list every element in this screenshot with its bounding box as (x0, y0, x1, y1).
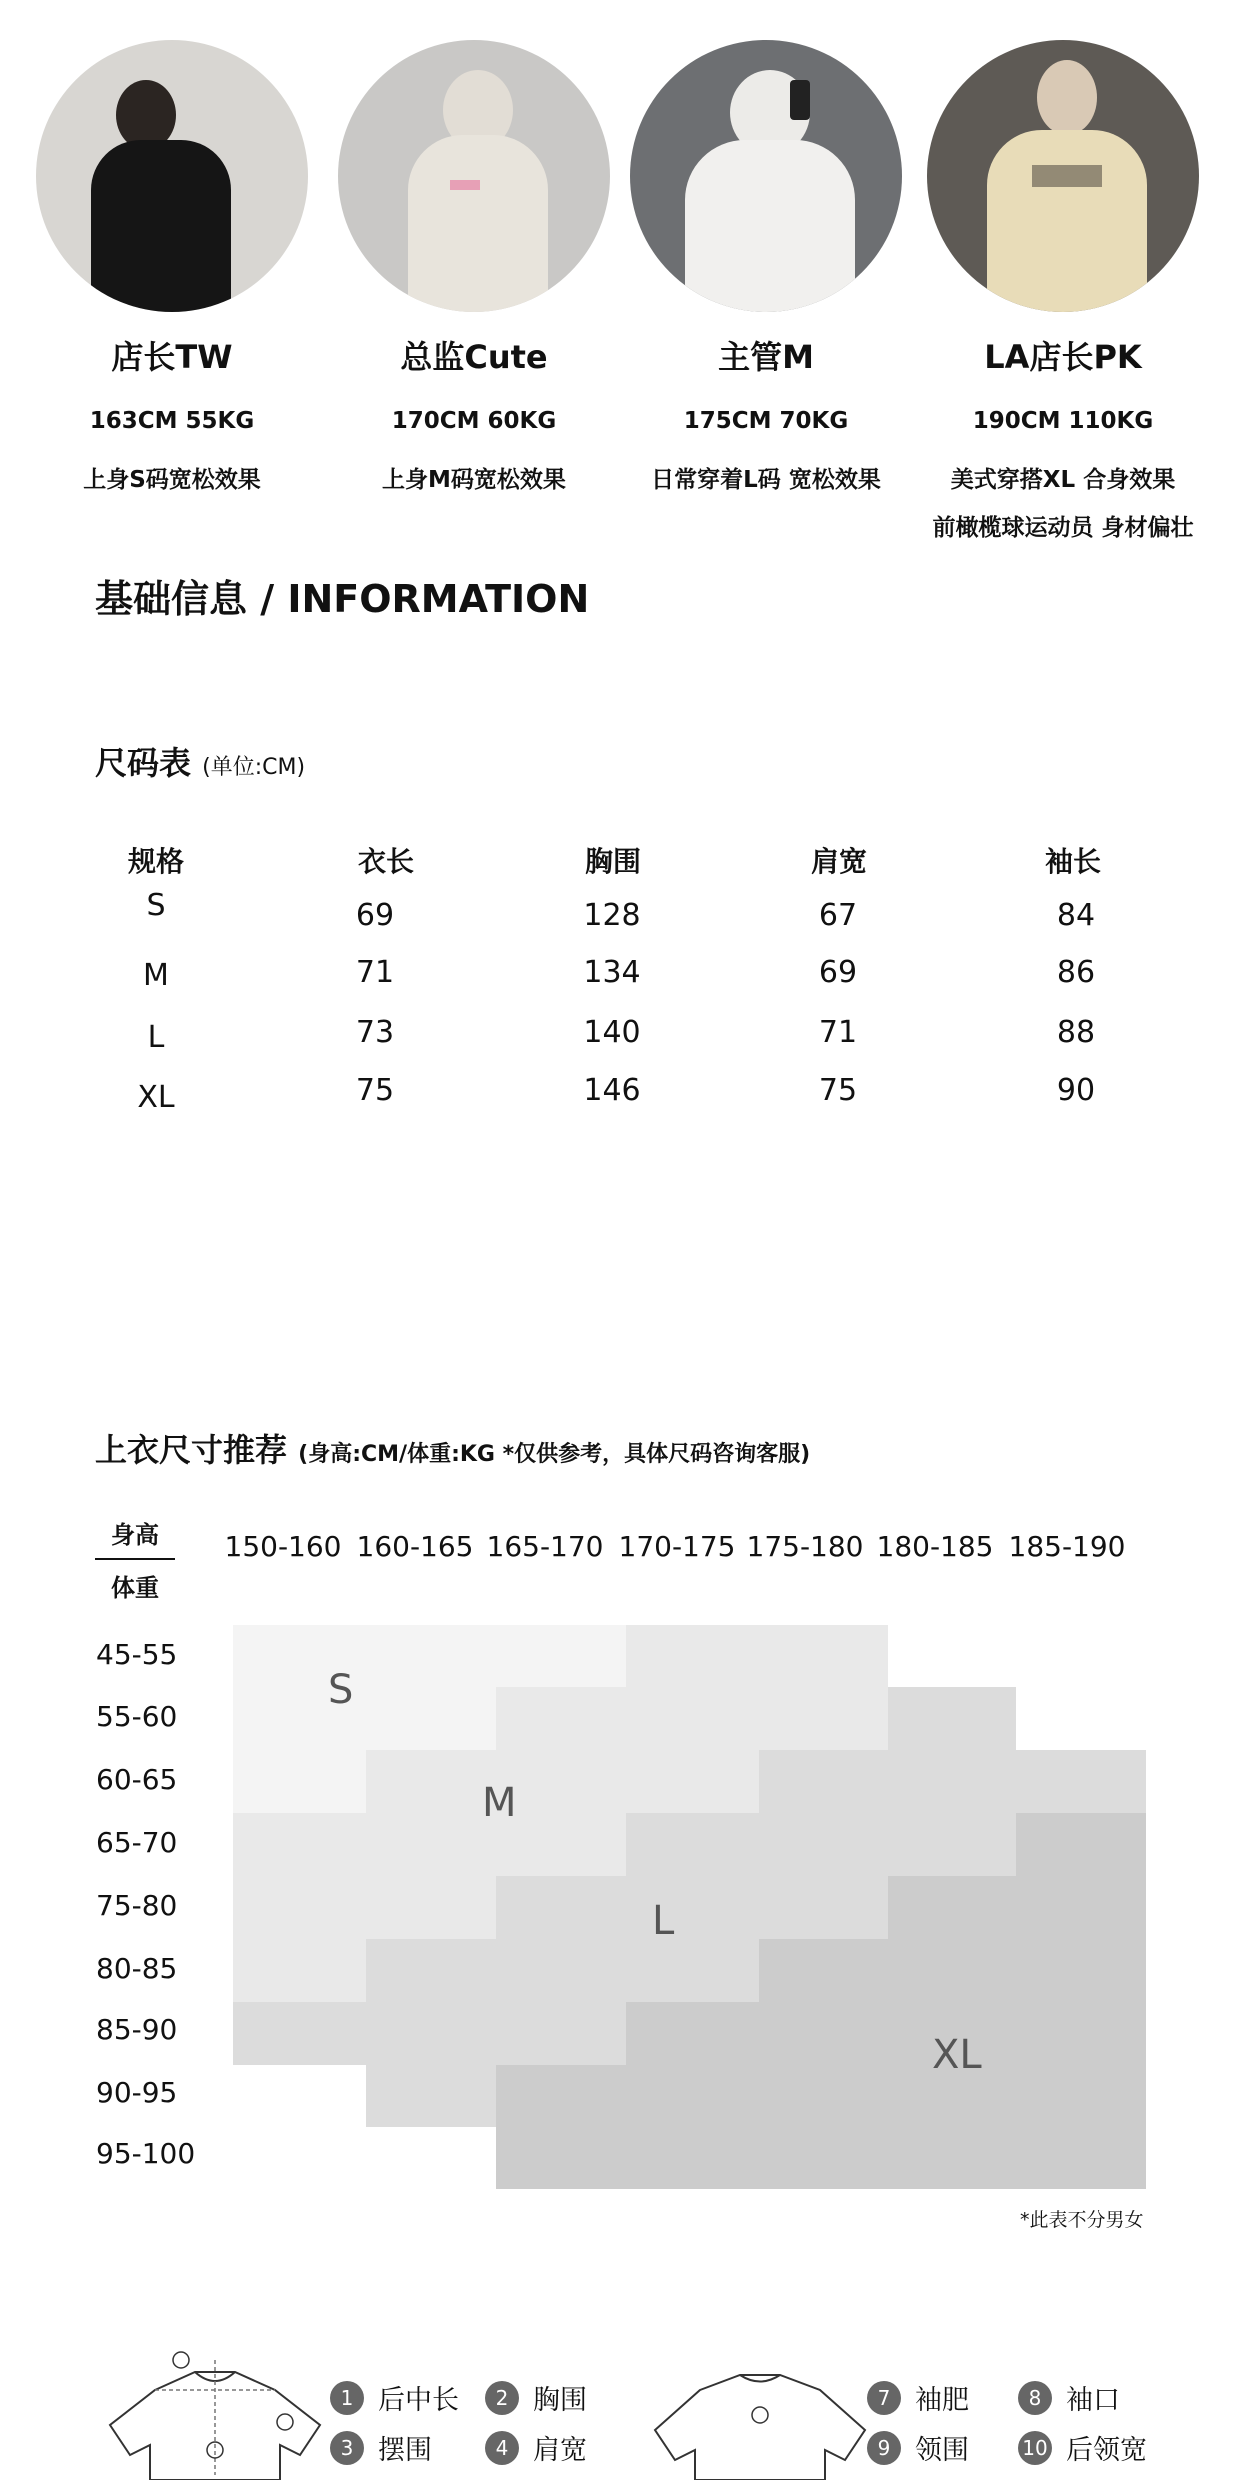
recommend-title-text: 上衣尺寸推荐 (95, 1431, 288, 1469)
height-header: 180-185 (876, 1530, 994, 1563)
weight-header: 45-55 (96, 1638, 178, 1671)
table-cell: 90 (1056, 1073, 1096, 1108)
legend-label: 肩宽 (533, 2435, 587, 2466)
model-stats: 190CM 110KG (972, 408, 1154, 434)
corner-weight-label: 体重 (111, 1574, 159, 1602)
table-cell: 128 (583, 898, 641, 933)
legend-number: 9 (867, 2431, 901, 2465)
table-cell: 69 (818, 955, 858, 990)
table-cell: 88 (1056, 1015, 1096, 1050)
legend-number: 10 (1018, 2431, 1052, 2465)
height-header: 160-165 (356, 1530, 474, 1563)
size-table-title-text: 尺码表 (95, 744, 192, 782)
zone-label-s: S (328, 1667, 354, 1713)
weight-header: 75-80 (96, 1889, 178, 1922)
model-fit: 上身M码宽松效果 (382, 467, 566, 493)
model-name: 店长TW (111, 338, 233, 376)
model-fit: 日常穿着L码 宽松效果 (651, 467, 881, 493)
table-cell: 134 (583, 955, 641, 990)
model-fit: 上身S码宽松效果 (83, 467, 261, 493)
height-header: 165-170 (486, 1530, 604, 1563)
corner-height-label: 身高 (111, 1521, 159, 1549)
legend-item (867, 2378, 969, 2417)
table-cell: 67 (818, 898, 858, 933)
weight-header: 60-65 (96, 1763, 178, 1796)
size-table-unit: (单位:CM) (202, 755, 306, 780)
weight-header: 55-60 (96, 1700, 178, 1733)
legend-number: 2 (485, 2381, 519, 2415)
legend-item (330, 2378, 459, 2417)
zone-label-l: L (652, 1898, 675, 1944)
table-header: 规格 (127, 845, 184, 878)
table-cell: 86 (1056, 955, 1096, 990)
table-cell: 84 (1056, 898, 1096, 933)
legend-number: 8 (1018, 2381, 1052, 2415)
table-header: 胸围 (584, 845, 641, 878)
legend-label: 摆围 (378, 2435, 432, 2466)
weight-header: 65-70 (96, 1826, 178, 1859)
model-stats: 175CM 70KG (683, 408, 849, 434)
recommend-note: (身高:CM/体重:KG *仅供参考，具体尺码咨询客服) (298, 1442, 811, 1467)
table-cell: 71 (355, 955, 395, 990)
model-name: LA店长PK (984, 338, 1142, 376)
zone-label-xl: XL (932, 2032, 982, 2078)
legend-item (867, 2428, 969, 2467)
table-cell: 73 (355, 1015, 395, 1050)
weight-header: 95-100 (96, 2137, 196, 2170)
legend-number: 7 (867, 2381, 901, 2415)
legend-item (1018, 2428, 1147, 2467)
legend-label: 后领宽 (1066, 2435, 1147, 2466)
info-title: 基础信息 / INFORMATION (95, 577, 590, 621)
legend-item (485, 2428, 587, 2467)
table-cell: XL (137, 1080, 175, 1115)
weight-header: 90-95 (96, 2076, 178, 2109)
legend-number: 3 (330, 2431, 364, 2465)
weight-header: 80-85 (96, 1952, 178, 1985)
table-cell: 140 (583, 1015, 641, 1050)
model-stats: 170CM 60KG (391, 408, 557, 434)
height-header: 150-160 (224, 1530, 342, 1563)
table-cell: 146 (583, 1073, 641, 1108)
legend-label: 袖肥 (915, 2385, 969, 2416)
legend-label: 后中长 (378, 2385, 459, 2416)
table-cell: 75 (818, 1073, 858, 1108)
model-name: 总监Cute (400, 338, 548, 376)
legend-item (485, 2378, 587, 2417)
model-fit-line: 前橄榄球运动员 身材偏壮 (932, 515, 1194, 541)
height-header: 185-190 (1008, 1530, 1126, 1563)
zone-label-m: M (482, 1780, 517, 1826)
table-cell: M (143, 958, 169, 993)
legend-item (1018, 2378, 1120, 2417)
table-cell: 71 (818, 1015, 858, 1050)
measure-diagram-front (85, 2350, 325, 2480)
table-cell: S (146, 888, 166, 923)
table-header: 袖长 (1044, 845, 1101, 878)
table-cell: 69 (355, 898, 395, 933)
weight-header: 85-90 (96, 2013, 178, 2046)
legend-label: 袖口 (1066, 2385, 1120, 2416)
footnote: *此表不分男女 (1020, 2209, 1144, 2231)
table-cell: 75 (355, 1073, 395, 1108)
table-cell: L (147, 1020, 165, 1055)
table-header: 肩宽 (810, 845, 867, 878)
height-header: 175-180 (746, 1530, 864, 1563)
legend-label: 领围 (915, 2435, 969, 2466)
model-name: 主管M (718, 338, 814, 376)
model-fit-line: 美式穿搭XL 合身效果 (950, 467, 1176, 493)
table-header: 衣长 (357, 845, 414, 878)
legend-item (330, 2428, 432, 2467)
model-stats: 163CM 55KG (89, 408, 255, 434)
legend-number: 1 (330, 2381, 364, 2415)
legend-number: 4 (485, 2431, 519, 2465)
legend-label: 胸围 (533, 2385, 587, 2416)
height-header: 170-175 (618, 1530, 736, 1563)
measure-diagram-back (640, 2370, 880, 2480)
